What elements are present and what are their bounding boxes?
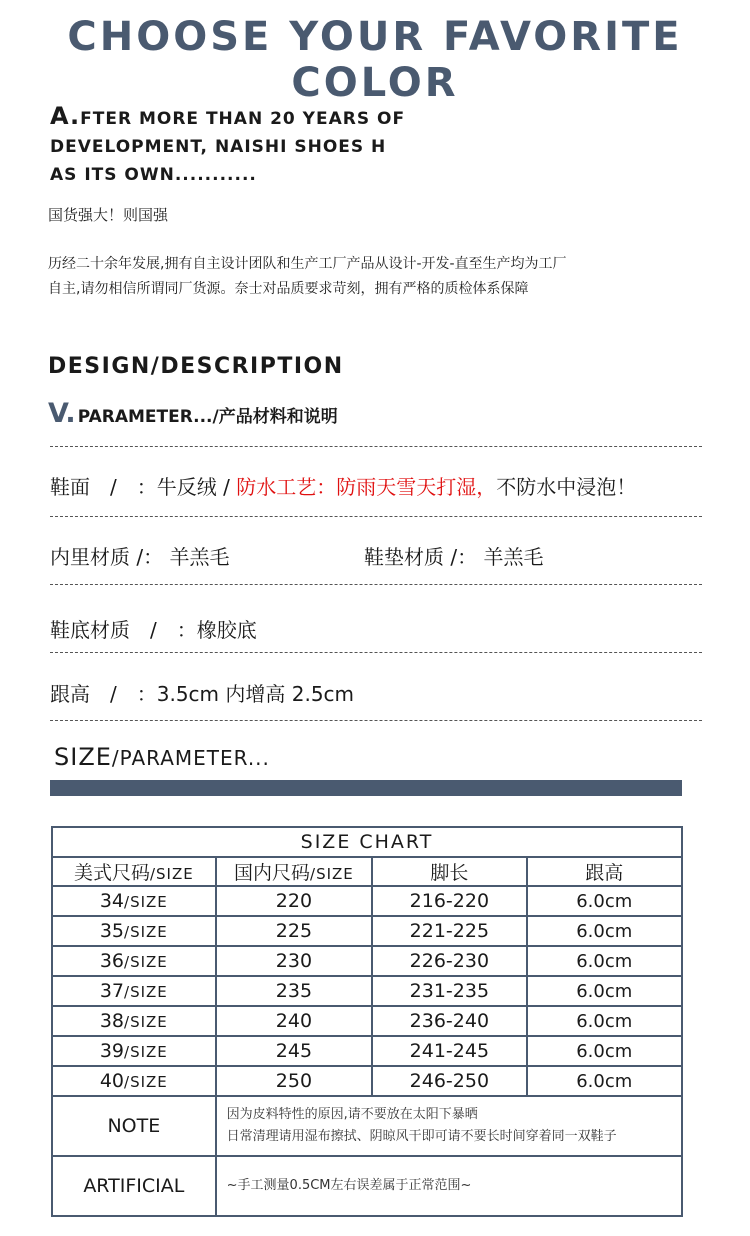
cell-us-size: 36/SIZE (52, 946, 216, 976)
spec-upper-tail: 不防水中浸泡！ (496, 475, 637, 499)
description-line-1: 历经二十余年发展,拥有自主设计团队和生产工厂产品从设计-开发-直至生产均为工厂 (48, 256, 567, 272)
cell-foot-length: 221-225 (372, 916, 526, 946)
cell-us-size: 38/SIZE (52, 1006, 216, 1036)
note-text (216, 1096, 682, 1156)
cell-us-size: 35/SIZE (52, 916, 216, 946)
page-title: CHOOSE YOUR FAVORITE COLOR (67, 14, 683, 106)
section-bar (50, 780, 682, 796)
spec-upper-label: 鞋面 / ： (50, 475, 157, 499)
spec-insole (364, 541, 543, 570)
header-foot-length: 脚长 (372, 857, 526, 886)
spec-heel (50, 678, 354, 707)
spec-insole-value: 羊羔毛 (483, 545, 544, 569)
table-row (52, 916, 682, 946)
table-row (52, 946, 682, 976)
cell-cn-size: 230 (216, 946, 372, 976)
divider (50, 516, 702, 517)
cell-foot-length: 226-230 (372, 946, 526, 976)
parameter-letter: V. (48, 398, 76, 429)
cell-cn-size: 220 (216, 886, 372, 916)
table-row (52, 1006, 682, 1036)
table-row (52, 1036, 682, 1066)
spec-lining (50, 541, 229, 570)
intro-line-1: FTER MORE THAN 20 YEARS OF (80, 109, 406, 129)
cell-us-size: 40/SIZE (52, 1066, 216, 1096)
cell-foot-length: 216-220 (372, 886, 526, 916)
slogan: 国货强大！则国强 (48, 206, 169, 224)
cell-us-size: 34/SIZE (52, 886, 216, 916)
cell-us-size: 37/SIZE (52, 976, 216, 1006)
cell-foot-length: 241-245 (372, 1036, 526, 1066)
artificial-label: ARTIFICIAL (52, 1156, 216, 1216)
spec-lining-label: 内里材质 /： (50, 545, 164, 569)
size-heading (54, 743, 270, 771)
spec-insole-label: 鞋垫材质 /： (364, 545, 478, 569)
intro-first-letter: A. (50, 102, 81, 130)
cell-cn-size: 235 (216, 976, 372, 1006)
cell-foot-length: 231-235 (372, 976, 526, 1006)
divider (50, 446, 702, 447)
size-chart-header (52, 857, 682, 886)
cell-heel: 6.0cm (527, 1006, 682, 1036)
table-row (52, 886, 682, 916)
cell-foot-length: 236-240 (372, 1006, 526, 1036)
cell-us-size: 39/SIZE (52, 1036, 216, 1066)
brand-description (48, 252, 688, 302)
table-row (52, 976, 682, 1006)
cell-cn-size: 240 (216, 1006, 372, 1036)
cell-heel: 6.0cm (527, 1036, 682, 1066)
intro-line-3: AS ITS OWN........... (50, 165, 257, 185)
note-line-2: 日常清理请用湿布擦拭、阴晾风干即可请不要长时间穿着同一双鞋子 (226, 1129, 617, 1144)
size-heading-rest: /PARAMETER... (111, 746, 270, 770)
parameter-text: PARAMETER.../产品材料和说明 (77, 407, 338, 427)
divider (50, 652, 702, 653)
artificial-text: ~手工测量0.5CM左右误差属于正常范围~ (216, 1156, 682, 1216)
note-line-1: 因为皮料特性的原因,请不要放在太阳下暴晒 (226, 1107, 478, 1122)
cell-heel: 6.0cm (527, 1066, 682, 1096)
header-heel-height: 跟高 (527, 857, 682, 886)
spec-upper-warning: 防水工艺：防雨天雪天打湿， (236, 475, 497, 499)
spec-upper (50, 471, 636, 500)
parameter-heading (48, 398, 338, 429)
cell-heel: 6.0cm (527, 976, 682, 1006)
design-heading: DESIGN/DESCRIPTION (48, 354, 344, 379)
cell-heel: 6.0cm (527, 946, 682, 976)
header-us-size: 美式尺码/SIZE (52, 857, 216, 886)
cell-cn-size: 225 (216, 916, 372, 946)
spec-sole-value: 橡胶底 (196, 618, 257, 642)
intro-english (50, 102, 410, 189)
spec-upper-value: 牛反绒 / (156, 475, 237, 499)
spec-lining-value: 羊羔毛 (169, 545, 230, 569)
spec-sole (50, 614, 257, 643)
spec-heel-label: 跟高 / ： (50, 682, 157, 706)
note-label: NOTE (52, 1096, 216, 1156)
intro-line-2: DEVELOPMENT, NAISHI SHOES H (50, 137, 387, 157)
divider (50, 584, 702, 585)
cell-cn-size: 245 (216, 1036, 372, 1066)
divider (50, 720, 702, 721)
cell-heel: 6.0cm (527, 886, 682, 916)
size-chart-caption: SIZE CHART (52, 827, 682, 857)
table-row (52, 1066, 682, 1096)
spec-sole-label: 鞋底材质 / ： (50, 618, 197, 642)
size-heading-big: SIZE (54, 743, 112, 771)
description-line-2: 自主,请勿相信所谓同厂货源。奈士对品质要求苛刻，拥有严格的质检体系保障 (48, 281, 529, 297)
size-chart-table (51, 826, 683, 1217)
cell-foot-length: 246-250 (372, 1066, 526, 1096)
cell-cn-size: 250 (216, 1066, 372, 1096)
header-cn-size: 国内尺码/SIZE (216, 857, 372, 886)
note-row (52, 1096, 682, 1156)
cell-heel: 6.0cm (527, 916, 682, 946)
spec-heel-value: 3.5cm 内增高 2.5cm (156, 682, 355, 706)
artificial-row (52, 1156, 682, 1216)
